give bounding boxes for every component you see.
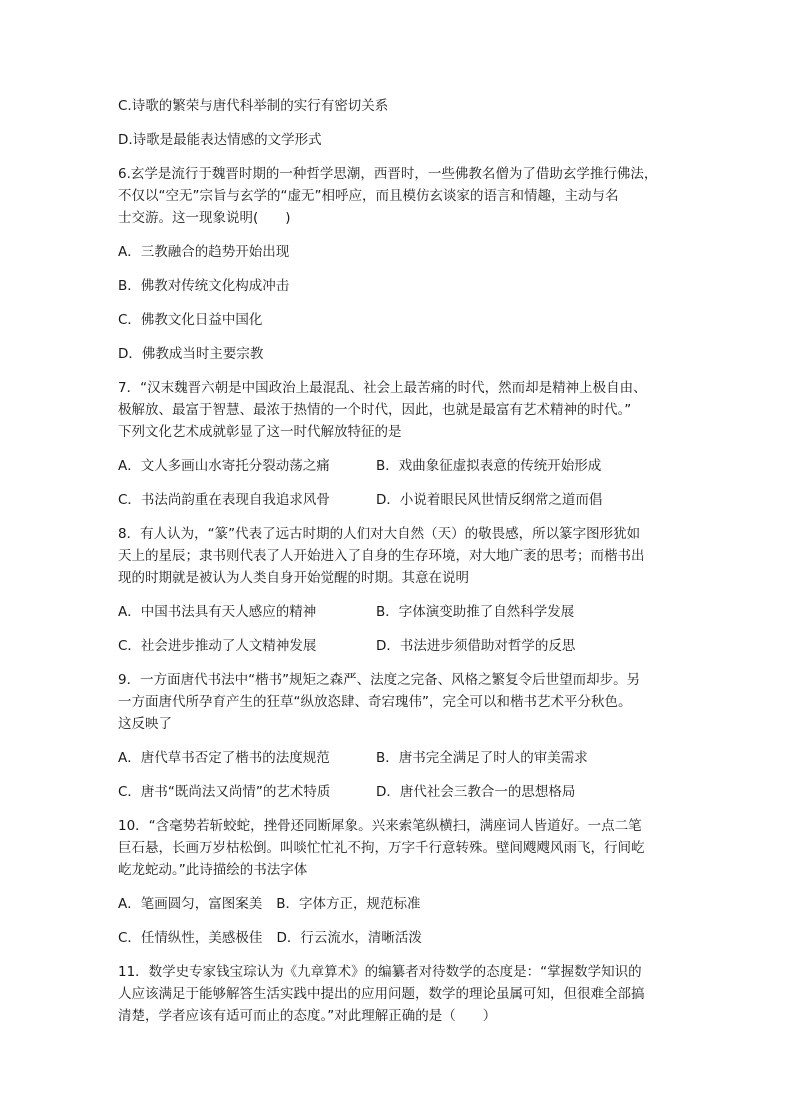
q6-option-c: C．佛教文化日益中国化 bbox=[118, 312, 263, 328]
q7-option-d: D．小说着眼民风世情反纲常之道而倡 bbox=[376, 492, 603, 508]
q8-option-b: B．字体演变助推了自然科学发展 bbox=[376, 604, 575, 620]
q7-options-row bbox=[118, 489, 678, 511]
exam-page bbox=[118, 95, 678, 1039]
q11-stem-line: 人应该满足于能够解答生活实践中提出的应用问题，数学的理论虽属可知，但很难全部搞 bbox=[118, 986, 645, 1002]
q11-stem bbox=[118, 961, 678, 1027]
q8-stem bbox=[118, 523, 678, 589]
q7-option-c: C．书法尚韵重在表现自我追求风骨 bbox=[118, 492, 330, 508]
q9-stem-line: 9．一方面唐代书法中“楷书”规矩之森严、法度之完备、风格之繁复令后世望而却步。另 bbox=[118, 672, 641, 688]
q7-stem-line: 极解放、最富于智慧、最浓于热情的一个时代，因此，也就是最富有艺术精神的时代。” bbox=[118, 402, 632, 418]
q11-stem-line: 清楚，学者应该有适可而止的态度。”对此理解正确的是（ ） bbox=[118, 1008, 497, 1024]
q8-stem-line: 8．有人认为，“篆”代表了远古时期的人们对大自然（天）的敬畏感，所以篆字图形犹如 bbox=[118, 526, 641, 542]
q7-options-row bbox=[118, 455, 678, 477]
q6-stem-line: 士交游。这一现象说明( ) bbox=[118, 210, 291, 226]
q9-option-d: D．唐代社会三教合一的思想格局 bbox=[376, 784, 576, 800]
q8-options-row bbox=[118, 635, 678, 657]
q8-options-row bbox=[118, 601, 678, 623]
q9-options-row bbox=[118, 781, 678, 803]
q10-options-row bbox=[118, 927, 678, 949]
q7-stem-line: 下列文化艺术成就彰显了这一时代解放特征的是 bbox=[118, 424, 402, 440]
q10-stem bbox=[118, 815, 678, 881]
q9-stem-line: 一方面唐代所孕育产生的狂草“纵放恣肆、奇宕瑰伟”，完全可以和楷书艺术平分秋色。 bbox=[118, 694, 632, 710]
q9-option-b: B．唐书完全满足了时人的审美需求 bbox=[376, 750, 588, 766]
q6-option-d: D．佛教成当时主要宗教 bbox=[118, 346, 264, 362]
q6-stem-line: 不仅以“空无”宗旨与玄学的“虚无”相呼应，而且模仿玄谈家的语言和情趣，主动与名 bbox=[118, 188, 619, 204]
q9-option-a: A．唐代草书否定了楷书的法度规范 bbox=[118, 750, 330, 766]
q11-stem-line: 11．数学史专家钱宝琮认为《九章算术》的编纂者对待数学的态度是：“掌握数学知识的 bbox=[118, 964, 642, 980]
q10-option-c: C．任情纵性，美感极佳 bbox=[118, 930, 263, 946]
q10-options-row bbox=[118, 893, 678, 915]
q9-stem-line: 这反映了 bbox=[118, 716, 172, 732]
q9-stem bbox=[118, 669, 678, 735]
q8-option-c: C．社会进步推动了人文精神发展 bbox=[118, 638, 317, 654]
q7-option-a: A．文人多画山水寄托分裂动荡之痛 bbox=[118, 458, 330, 474]
q8-stem-line: 天上的星辰；隶书则代表了人开始进入了自身的生存环境，对大地广袤的思考；而楷书出 bbox=[118, 548, 645, 564]
q10-option-b: B．字体方正，规范标准 bbox=[276, 896, 421, 912]
q6-stem-line: 6.玄学是流行于魏晋时期的一种哲学思潮，西晋时，一些佛教名僧为了借助玄学推行佛法， bbox=[118, 166, 658, 182]
q6-option-b: B．佛教对传统文化构成冲击 bbox=[118, 278, 290, 294]
q10-stem-line: 巨石悬，长画万岁枯松倒。叫啖忙忙礼不拘，万字千行意转殊。壁间飕飕风雨飞，行间屹 bbox=[118, 840, 645, 856]
q7-stem bbox=[118, 377, 678, 443]
q9-option-c: C．唐书“既尚法又尚情”的艺术特质 bbox=[118, 784, 331, 800]
q6-option-a: A．三教融合的趋势开始出现 bbox=[118, 244, 290, 260]
q10-stem-line: 屹龙蛇动。”此诗描绘的书法字体 bbox=[118, 862, 308, 878]
q8-stem-line: 现的时期就是被认为人类自身开始觉醒的时期。其意在说明 bbox=[118, 570, 469, 586]
q7-option-b: B．戏曲象征虚拟表意的传统开始形成 bbox=[376, 458, 602, 474]
q8-option-a: A．中国书法具有天人感应的精神 bbox=[118, 604, 317, 620]
q10-option-a: A．笔画圆匀，富图案美 bbox=[118, 896, 263, 912]
q6-stem bbox=[118, 163, 678, 229]
q10-option-d: D．行云流水，清晰活泼 bbox=[276, 930, 422, 946]
q8-option-d: D．书法进步须借助对哲学的反思 bbox=[376, 638, 576, 654]
q9-options-row bbox=[118, 747, 678, 769]
q10-stem-line: 10．“含毫势若斩蛟蛇，挫骨还同断犀象。兴来索笔纵横扫，满座词人皆道好。一点二笔 bbox=[118, 818, 642, 834]
q5-option-c: C.诗歌的繁荣与唐代科举制的实行有密切关系 bbox=[118, 98, 389, 114]
q7-stem-line: 7．“汉末魏晋六朝是中国政治上最混乱、社会上最苦痛的时代，然而却是精神上极自由、 bbox=[118, 380, 647, 396]
q5-option-d: D.诗歌是最能表达情感的文学形式 bbox=[118, 132, 322, 148]
